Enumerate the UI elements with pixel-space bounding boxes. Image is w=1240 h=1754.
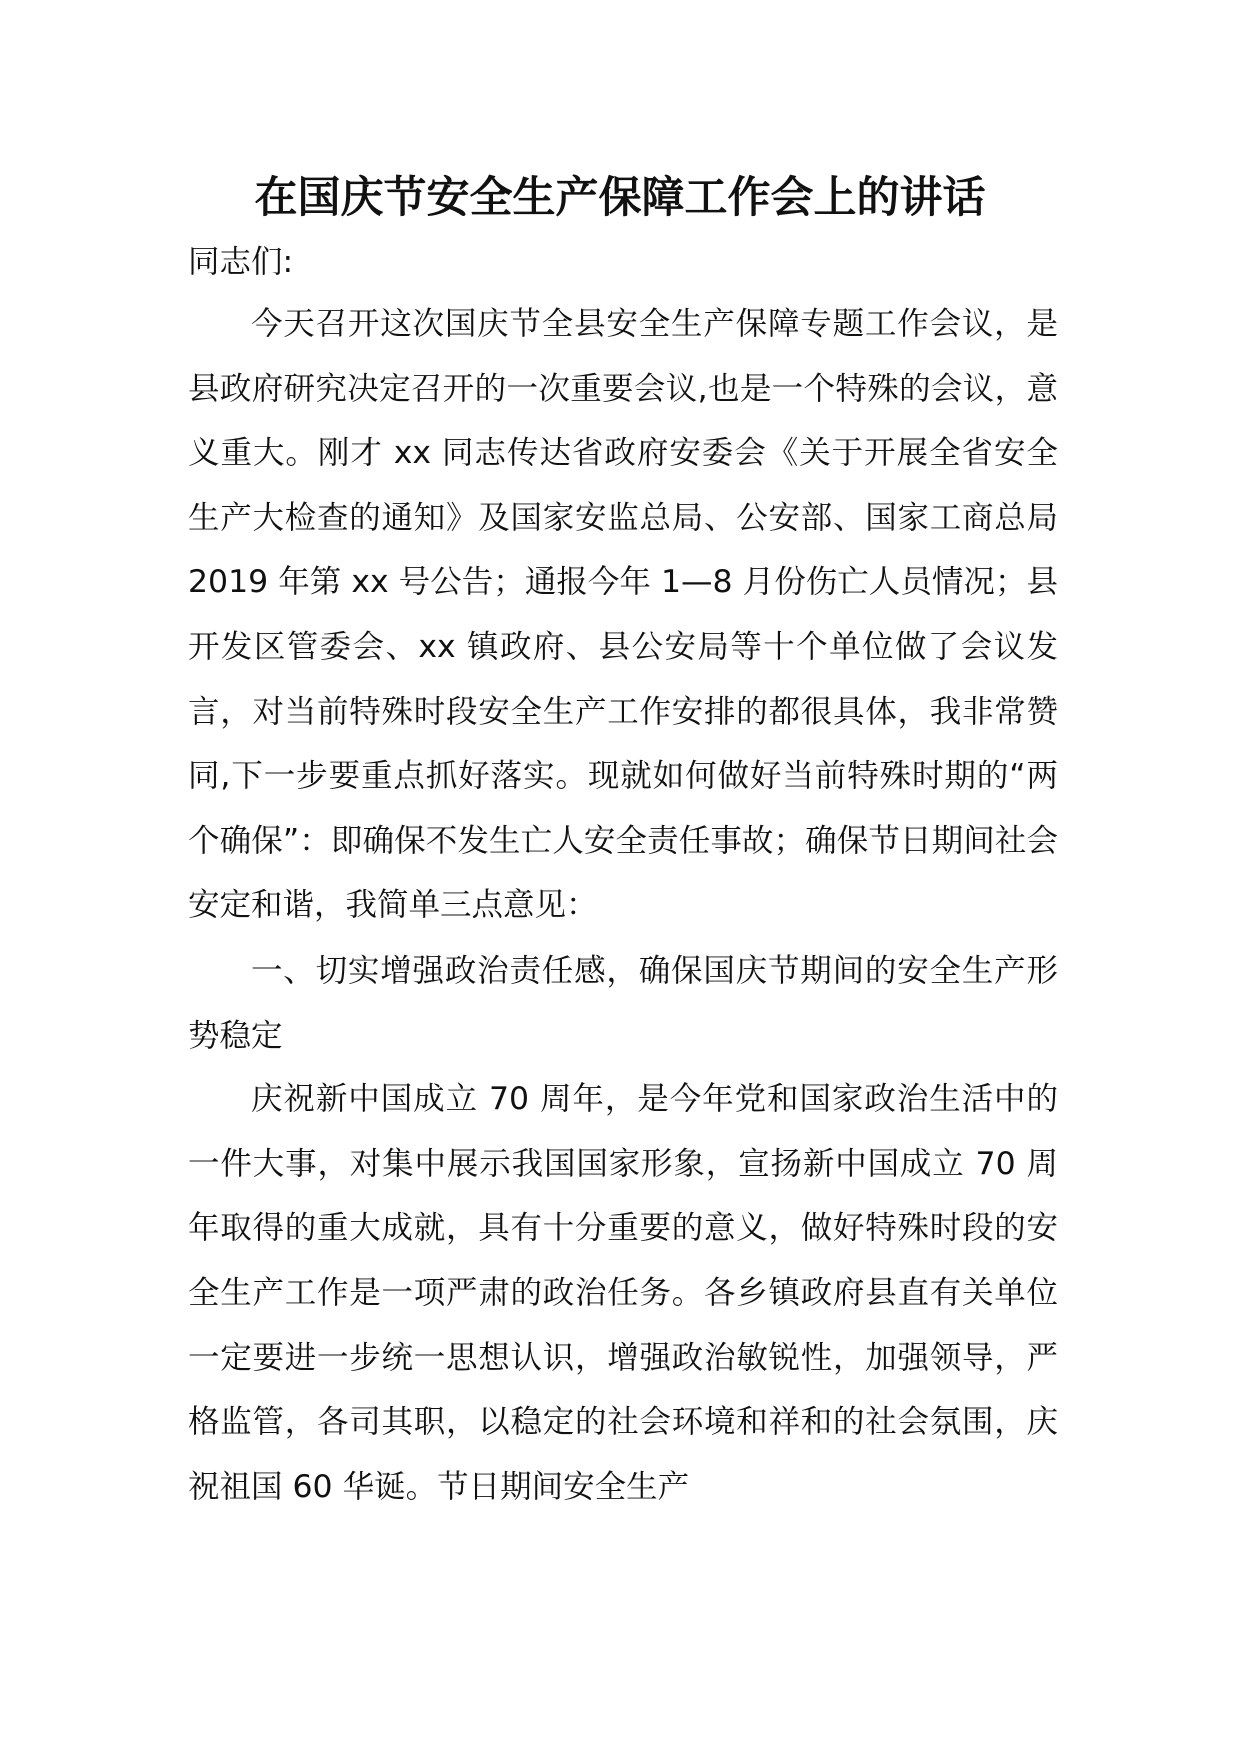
document-title: 在国庆节安全生产保障工作会上的讲话: [254, 173, 986, 223]
paragraph: 今天召开这次国庆节全县安全生产保障专题工作会议，是县政府研究决定召开的一次重要会议,也是一个特殊的会议，意义重大。刚才 xx 同志传达省政府安委会《关于开展全省安全生产大检查的通知》及国家安监总局、公安部、国家工商总局 2019 年第 xx 号公告；通报今年 1—8 月份伤亡人员情况；县开发区管委会、xx 镇政府、县公安局等十个单位做了会议发言，对当前特殊时段安全生产工作安排的都很具体，我非常赞同,下一步要重点抓好落实。现就如何做好当前特殊时期的“两个确保”：即确保不发生亡人安全责任事故；确保节日期间社会安定和谐，我简单三点意见：: [188, 306, 1058, 924]
section-heading: 一、切实增强政治责任感，确保国庆节期间的安全生产形势稳定: [188, 951, 1058, 1053]
paragraph: 庆祝新中国成立 70 周年，是今年党和国家政治生活中的一件大事，对集中展示我国国家形象，宣扬新中国成立 70 周年取得的重大成就，具有十分重要的意义，做好特殊时段的安全生产工作是一项严肃的政治任务。各乡镇政府县直有关单位一定要进一步统一思想认识，增强政治敏锐性，加强领导，严格监管，各司其职，以稳定的社会环境和祥和的社会氛围，庆祝祖国 60 华诞。节日期间安全生产: [188, 1081, 1058, 1505]
salutation: 同志们:: [188, 244, 294, 280]
document-body: [188, 232, 1058, 1519]
